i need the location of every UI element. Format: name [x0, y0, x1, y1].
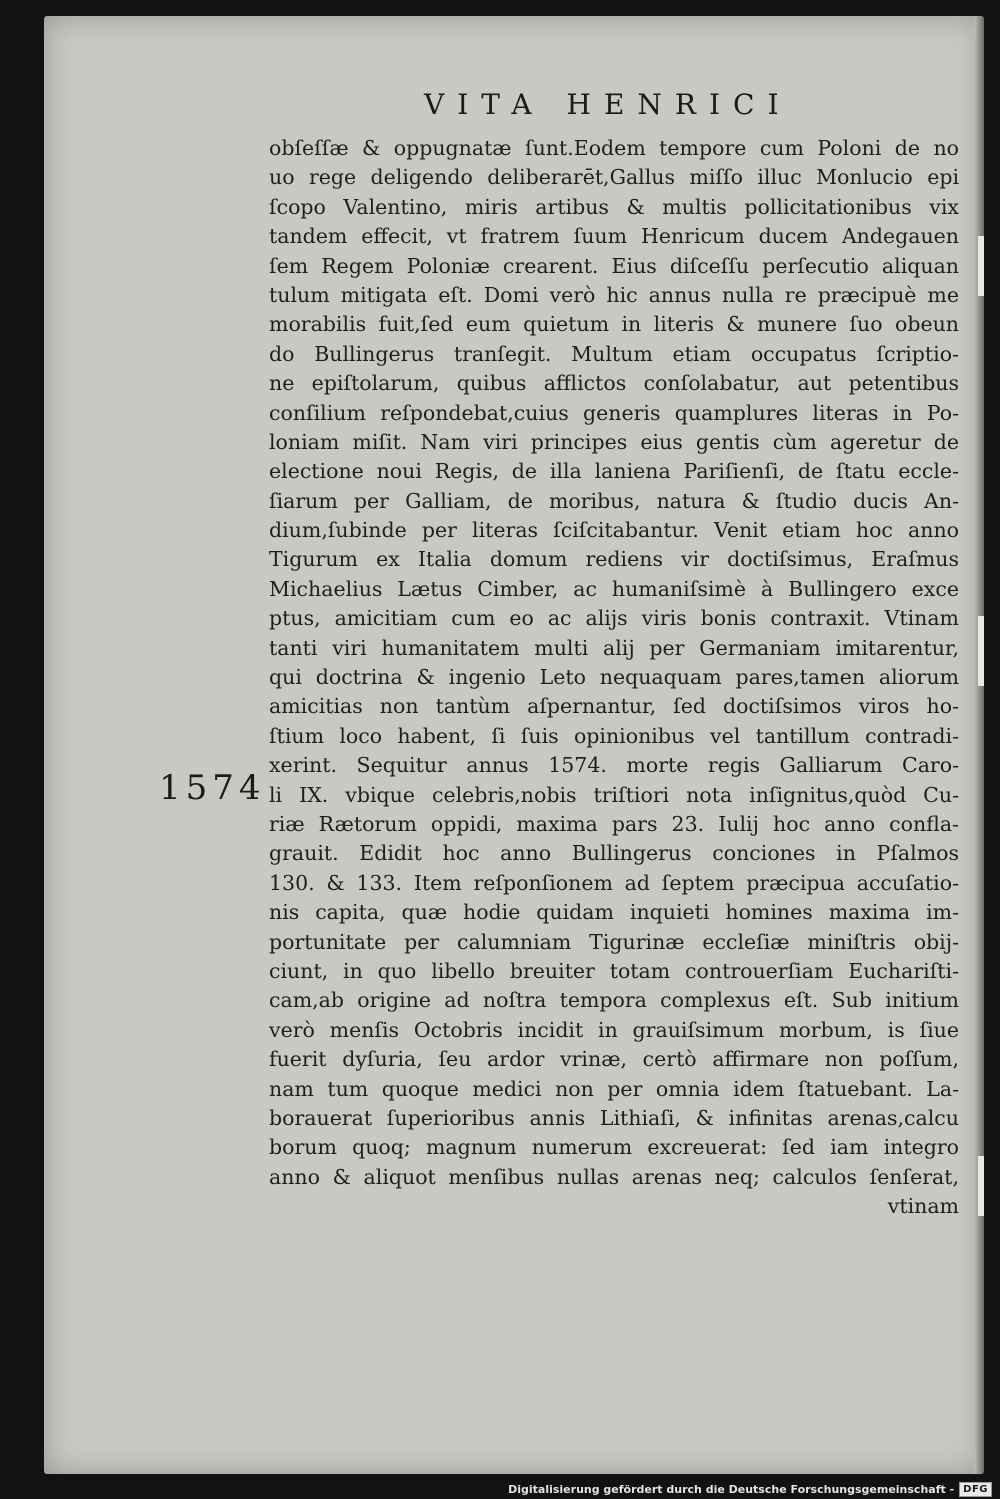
text-line: obſeſſæ & oppugnatæ ſunt.Eodem tempore cum Poloni de no [269, 136, 959, 160]
text-line: nis capita, quæ hodie quidam inquieti homines maxima im- [269, 900, 959, 925]
text-line: borauerat ſuperioribus annis Lithiaſi, & infinitas arenas,calcu [269, 1105, 959, 1130]
text-line: verò menſis Octobris incidit in grauiſsimum morbum, is ſiue [269, 1017, 959, 1042]
text-line: conſilium reſpondebat,cuius generis quamplures literas in Po- [269, 400, 959, 425]
text-line: ptus, amicitiam cum eo ac alijs viris bonis contraxit. Vtinam [269, 606, 959, 631]
text-line: loniam miſit. Nam viri principes eius gentis cùm ageretur de [269, 429, 959, 454]
text-line: Tigurum ex Italia domum rediens vir doctiſsimus, Eraſmus [269, 547, 959, 572]
digitization-footer [508, 1482, 992, 1497]
text-line: do Bullingerus tranſegit. Multum etiam occupatus ſcriptio- [269, 341, 959, 366]
running-header: VITA HENRICI [424, 88, 792, 121]
text-line: ſtium loco habent, ſi ſuis opinionibus vel tantillum contradi- [269, 723, 959, 748]
text-line: anno & aliquot menſibus nullas arenas neq; calculos ſenſerat, [269, 1164, 959, 1189]
book-page [44, 16, 984, 1474]
page-edge-marker [978, 616, 984, 686]
text-line: Michaelius Lætus Cimber, ac humaniſsimè à Bullingero exce [269, 576, 959, 601]
body-text [269, 134, 959, 1221]
text-line: amicitias non tantùm aſpernantur, ſed doctiſsimos viros ho- [269, 694, 959, 719]
page-edge-marker [978, 236, 984, 296]
margin-note-year: 1574 [159, 768, 266, 808]
text-line: ne epiſtolarum, quibus afflictos conſolabatur, aut petentibus [269, 371, 959, 396]
text-line: morabilis fuit,ſed eum quietum in literis & munere ſuo obeun [269, 312, 959, 337]
text-line: grauit. Edidit hoc anno Bullingerus conciones in Pſalmos [269, 841, 959, 866]
text-line: vtinam [887, 1194, 959, 1219]
text-line: ſem Regem Poloniæ crearent. Eius diſceſſu perſecutio aliquan [269, 253, 959, 278]
text-line: dium,ſubinde per literas ſciſcitabantur. Venit etiam hoc anno [269, 518, 959, 543]
text-line: fuerit dyſuria, ſeu ardor vrinæ, certò affirmare non poſſum, [269, 1047, 959, 1072]
text-line: ciunt, in quo libello breuiter totam controuerſiam Euchariſti- [269, 958, 959, 983]
text-line: xerint. Sequitur annus 1574. morte regis Galliarum Caro- [269, 753, 959, 778]
text-line: 130. & 133. Item reſponſionem ad ſeptem præcipua accuſatio- [269, 870, 959, 895]
text-line: riæ Rætorum oppidi, maxima pars 23. Iulij hoc anno confla- [269, 811, 959, 836]
page-edge-shadow [974, 16, 984, 1474]
text-line: uo rege deligendo deliberarēt,Gallus miſſo illuc Monlucio epi [269, 165, 959, 190]
text-line: nam tum quoque medici non per omnia idem ſtatuebant. La- [269, 1076, 959, 1101]
text-line: tandem effecit, vt fratrem ſuum Henricum ducem Andegauen [269, 224, 959, 249]
page-edge-marker [978, 1156, 984, 1216]
text-line: tanti viri humanitatem multi alij per Germaniam imitarentur, [269, 635, 959, 660]
text-line: ſiarum per Galliam, de moribus, natura & ſtudio ducis An- [269, 488, 959, 513]
text-line: cam,ab origine ad noſtra tempora complexus eſt. Sub initium [269, 988, 959, 1013]
text-line: tulum mitigata eſt. Domi verò hic annus nulla re præcipuè me [269, 282, 959, 307]
text-line: li IX. vbique celebris,nobis triſtiori nota inſignitus,quòd Cu- [269, 782, 959, 807]
funding-credit: Digitalisierung gefördert durch die Deutsche Forschungsgemeinschaft - [508, 1483, 955, 1496]
text-line: borum quoq; magnum numerum excreuerat: ſed iam integro [269, 1135, 959, 1160]
text-line: portunitate per calumniam Tigurinæ eccleſiæ miniſtris obij- [269, 929, 959, 954]
text-line: ſcopo Valentino, miris artibus & multis pollicitationibus vix [269, 194, 959, 219]
text-line: qui doctrina & ingenio Leto nequaquam pares,tamen aliorum [269, 665, 959, 690]
text-line: electione noui Regis, de illa laniena Pariſienſi, de ſtatu eccle- [269, 459, 959, 484]
dfg-logo: DFG [959, 1482, 992, 1497]
